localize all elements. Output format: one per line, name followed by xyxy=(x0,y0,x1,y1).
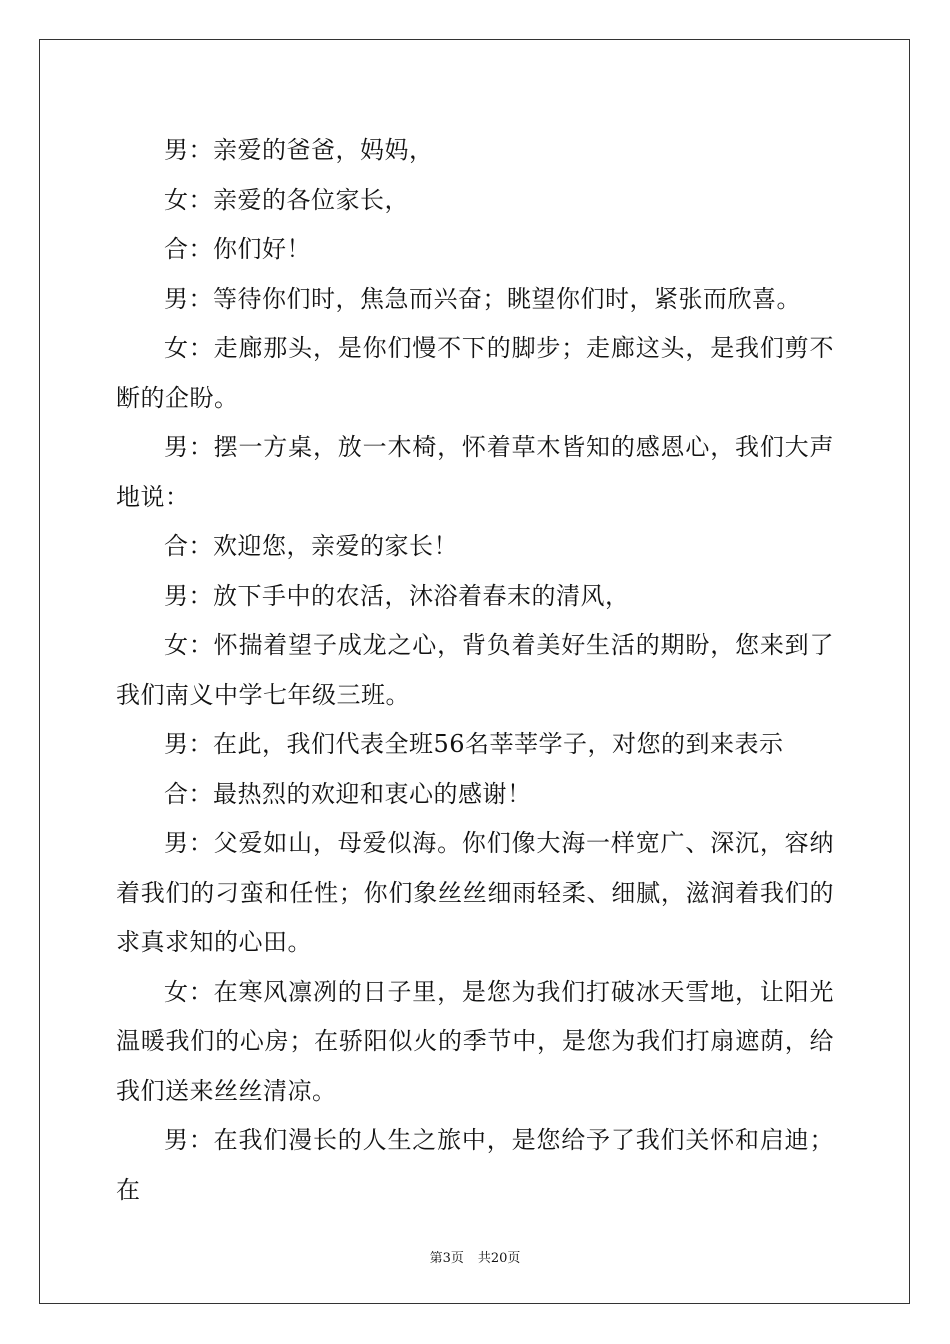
page-number: 第3页 xyxy=(429,1251,464,1266)
paragraph: 合：最热烈的欢迎和衷心的感谢！ xyxy=(164,779,532,808)
paragraph: 女：亲爱的各位家长， xyxy=(164,185,409,214)
paragraph: 男：在此，我们代表全班56名莘莘学子，对您的到来表示 xyxy=(164,730,784,758)
paragraph: 男：等待你们时，焦急而兴奋；眺望你们时，紧张而欣喜。 xyxy=(164,284,801,313)
paragraph: 男：在我们漫长的人生之旅中，是您给予了我们关怀和启迪；在 xyxy=(116,1126,834,1204)
paragraph: 女：怀揣着望子成龙之心，背负着美好生活的期盼，您来到了我们南义中学七年级三班。 xyxy=(116,631,834,709)
paragraph: 男：摆一方桌，放一木椅，怀着草木皆知的感恩心，我们大声地说： xyxy=(116,433,834,511)
paragraph: 女：走廊那头，是你们慢不下的脚步；走廊这头，是我们剪不断的企盼。 xyxy=(116,334,834,412)
paragraph: 男：父爱如山，母爱似海。你们像大海一样宽广、深沉，容纳着我们的刁蛮和任性；你们象丝丝细雨轻柔、细腻，滋润着我们的求真求知的心田。 xyxy=(116,829,834,956)
document-body xyxy=(116,126,834,1215)
paragraph: 男：放下手中的农活，沐浴着春末的清风， xyxy=(164,581,630,610)
paragraph: 合：你们好！ xyxy=(164,235,311,263)
page-total: 共20页 xyxy=(477,1251,521,1266)
page-footer xyxy=(0,1247,950,1266)
paragraph: 合：欢迎您，亲爱的家长！ xyxy=(164,532,458,560)
paragraph: 男：亲爱的爸爸，妈妈， xyxy=(164,136,434,164)
paragraph: 女：在寒风凛冽的日子里，是您为我们打破冰天雪地，让阳光温暖我们的心房；在骄阳似火的季节中，是您为我们打扇遮荫，给我们送来丝丝清凉。 xyxy=(116,977,834,1105)
